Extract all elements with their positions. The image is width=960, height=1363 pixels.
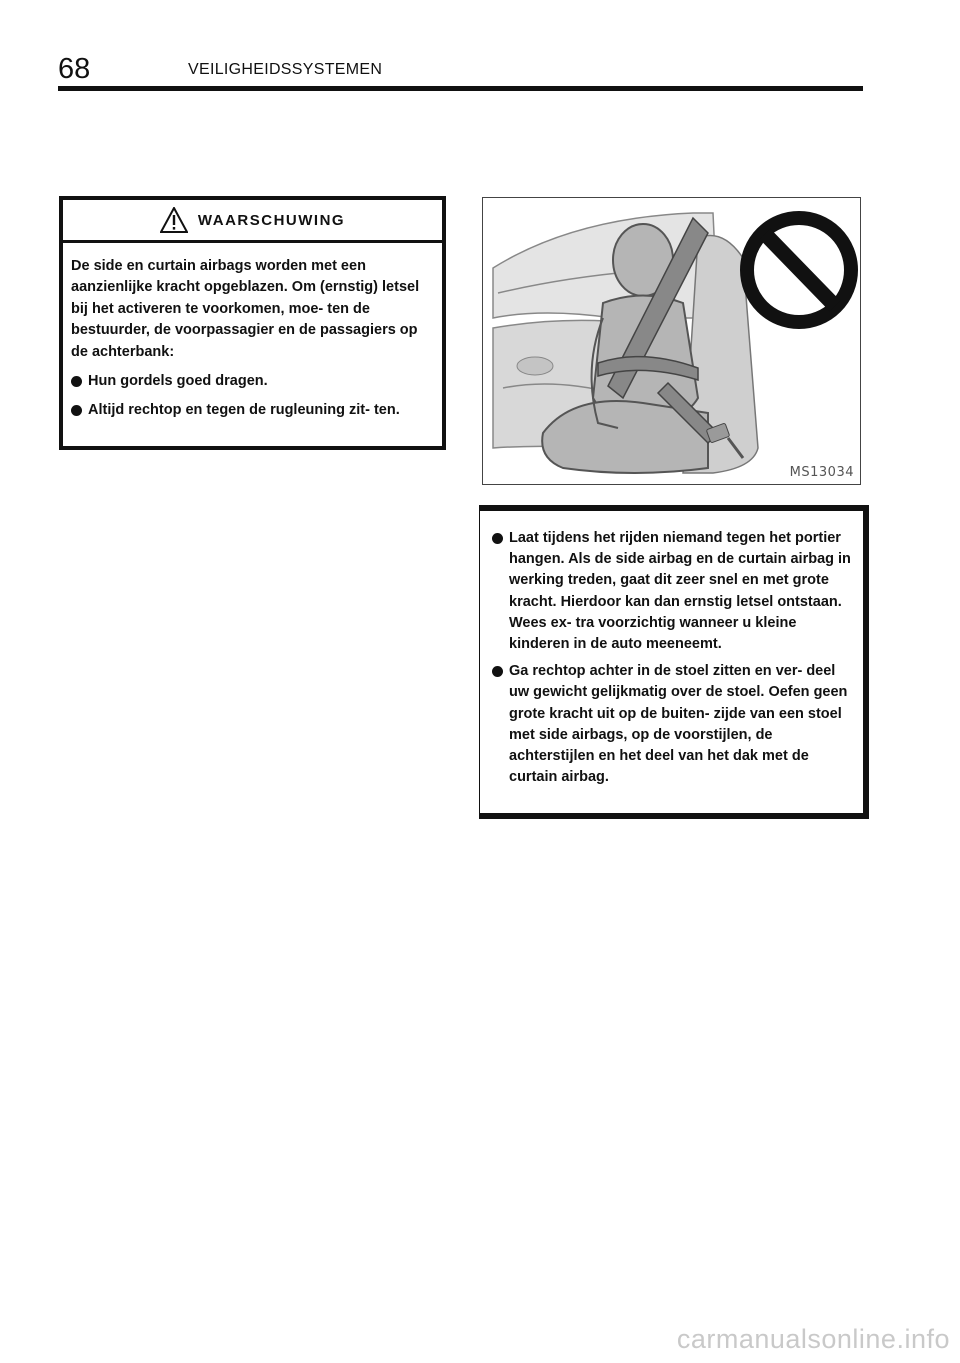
bullet-icon (71, 405, 82, 416)
page-header (58, 52, 863, 92)
header-rule (58, 86, 863, 91)
caution-box (479, 505, 869, 819)
list-item (492, 528, 857, 655)
bullet-icon (71, 376, 82, 387)
bullet-icon (492, 666, 503, 677)
figure-code: MS13034 (789, 465, 854, 480)
bullet-text: Hun gordels goed dragen. (88, 373, 268, 390)
warning-bullet-list (71, 371, 434, 422)
watermark-text: carmanualsonline.info (676, 1324, 950, 1354)
caution-bullet-list (480, 511, 863, 788)
list-item (71, 400, 434, 421)
warning-header (63, 200, 442, 243)
illustration-figure (482, 197, 861, 485)
page-number: 68 (58, 53, 91, 85)
warning-triangle-icon (160, 207, 188, 233)
prohibition-icon (747, 218, 851, 322)
bullet-text: Ga rechtop achter in de stoel zitten en ver- deel uw gewicht gelijkmatig over de stoel. Oefen geen grote kracht uit op de buiten- zijde van een stoel met side airbags, op de voorstijlen, de achterstijlen en het deel van het dak met de curtain airbag. (509, 663, 848, 786)
warning-box (59, 196, 446, 450)
bullet-text: Altijd rechtop en tegen de rugleuning zit- ten. (88, 402, 400, 419)
warning-body (63, 243, 442, 422)
section-title: VEILIGHEIDSSYSTEMEN (188, 61, 383, 78)
seated-passenger-illustration (483, 198, 860, 484)
warning-intro: De side en curtain airbags worden met een aanzienlijke kracht opgeblazen. Om (ernstig) letsel bij het activeren te voorkomen, moe- ten de bestuurder, de voorpassagier en de passagiers op de achterbank: (71, 258, 420, 360)
list-item (71, 371, 434, 392)
bullet-icon (492, 533, 503, 544)
list-item (492, 661, 857, 788)
bullet-text: Laat tijdens het rijden niemand tegen het portier hangen. Als de side airbag en de curtain airbag in werking treden, gaat dit zeer snel en met grote kracht. Hierdoor kan dan ernstig letsel ontstaan. Wees ex- tra voorzichtig wanneer u kleine kinderen in de auto meeneemt. (509, 530, 851, 653)
warning-title: WAARSCHUWING (197, 211, 346, 229)
